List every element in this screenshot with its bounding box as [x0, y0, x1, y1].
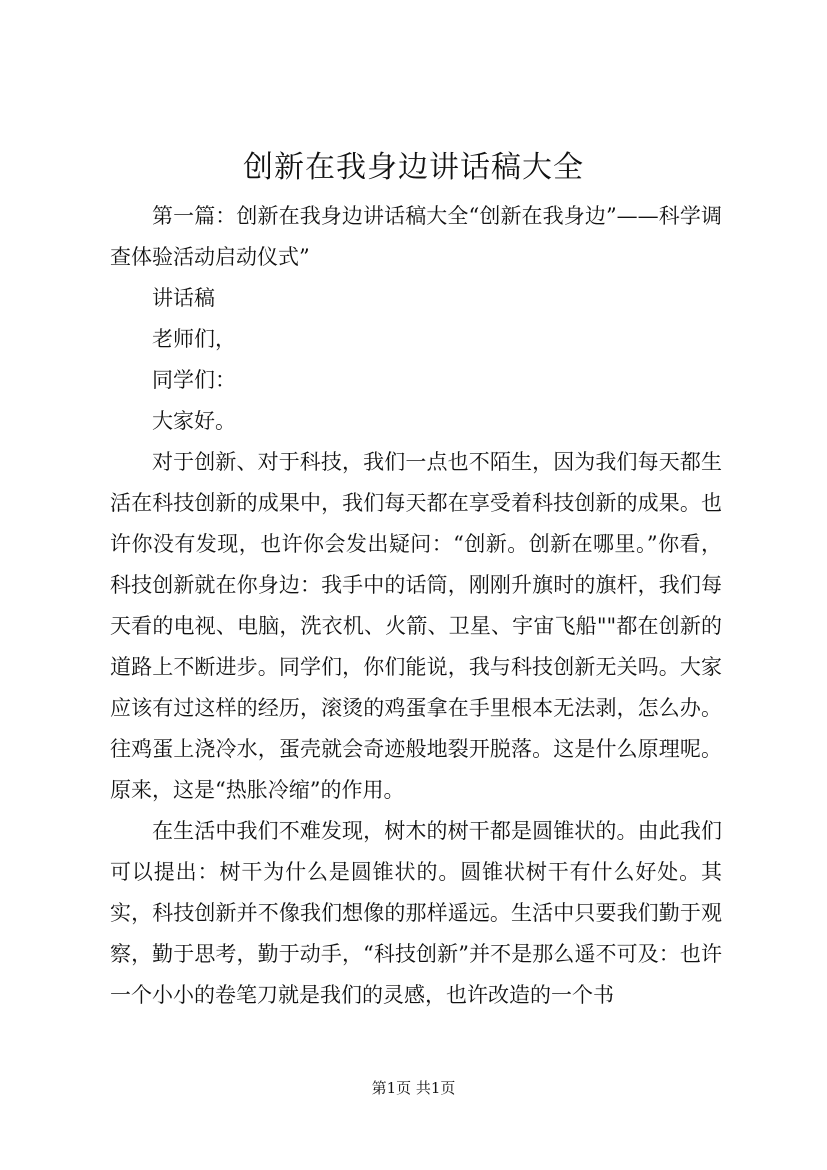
paragraph-greeting-students: 同学们：: [152, 368, 236, 392]
paragraph-body-2: 在生活中我们不难发现，树木的树干都是圆锥状的。由此我们可以提出：树干为什么是圆锥状的。圆锥状树干有什么好处。其实，科技创新并不像我们想像的那样遥远。生活中只要我们勤于观察，勤于思考，勤于动手，“科技创新”并不是那么遥不可及：也许一个小小的卷笔刀就是我们的灵感，也许改造的一个书: [110, 819, 722, 1007]
paragraph-body-1: 对于创新、对于科技，我们一点也不陌生，因为我们每天都生活在科技创新的成果中，我们每天都在享受着科技创新的成果。也许你没有发现，也许你会发出疑问：“创新。创新在哪里。”你看，科技创新就在你身边：我手中的话筒，刚刚升旗时的旗杆，我们每天看的电视、电脑，洗衣机、火箭、卫星、宇宙飞船""都在创新的道路上不断进步。同学们，你们能说，我与科技创新无关吗。大家应该有过这样的经历，滚烫的鸡蛋拿在手里根本无法剥，怎么办。往鸡蛋上浇冷水，蛋壳就会奇迹般地裂开脱落。这是什么原理呢。原来，这是“热胀冷缩”的作用。: [110, 450, 722, 802]
paragraph-greeting-teachers: 老师们，: [152, 327, 236, 351]
paragraph-heading: 第一篇：创新在我身边讲话稿大全“创新在我身边”——科学调查体验活动启动仪式”: [110, 204, 722, 269]
document-title: 创新在我身边讲话稿大全: [243, 150, 584, 185]
paragraph-hello: 大家好。: [152, 409, 236, 433]
paragraph-speech-label: 讲话稿: [152, 286, 215, 310]
page-footer: 第1页 共1页: [371, 1079, 456, 1097]
document-body: [110, 196, 722, 1016]
